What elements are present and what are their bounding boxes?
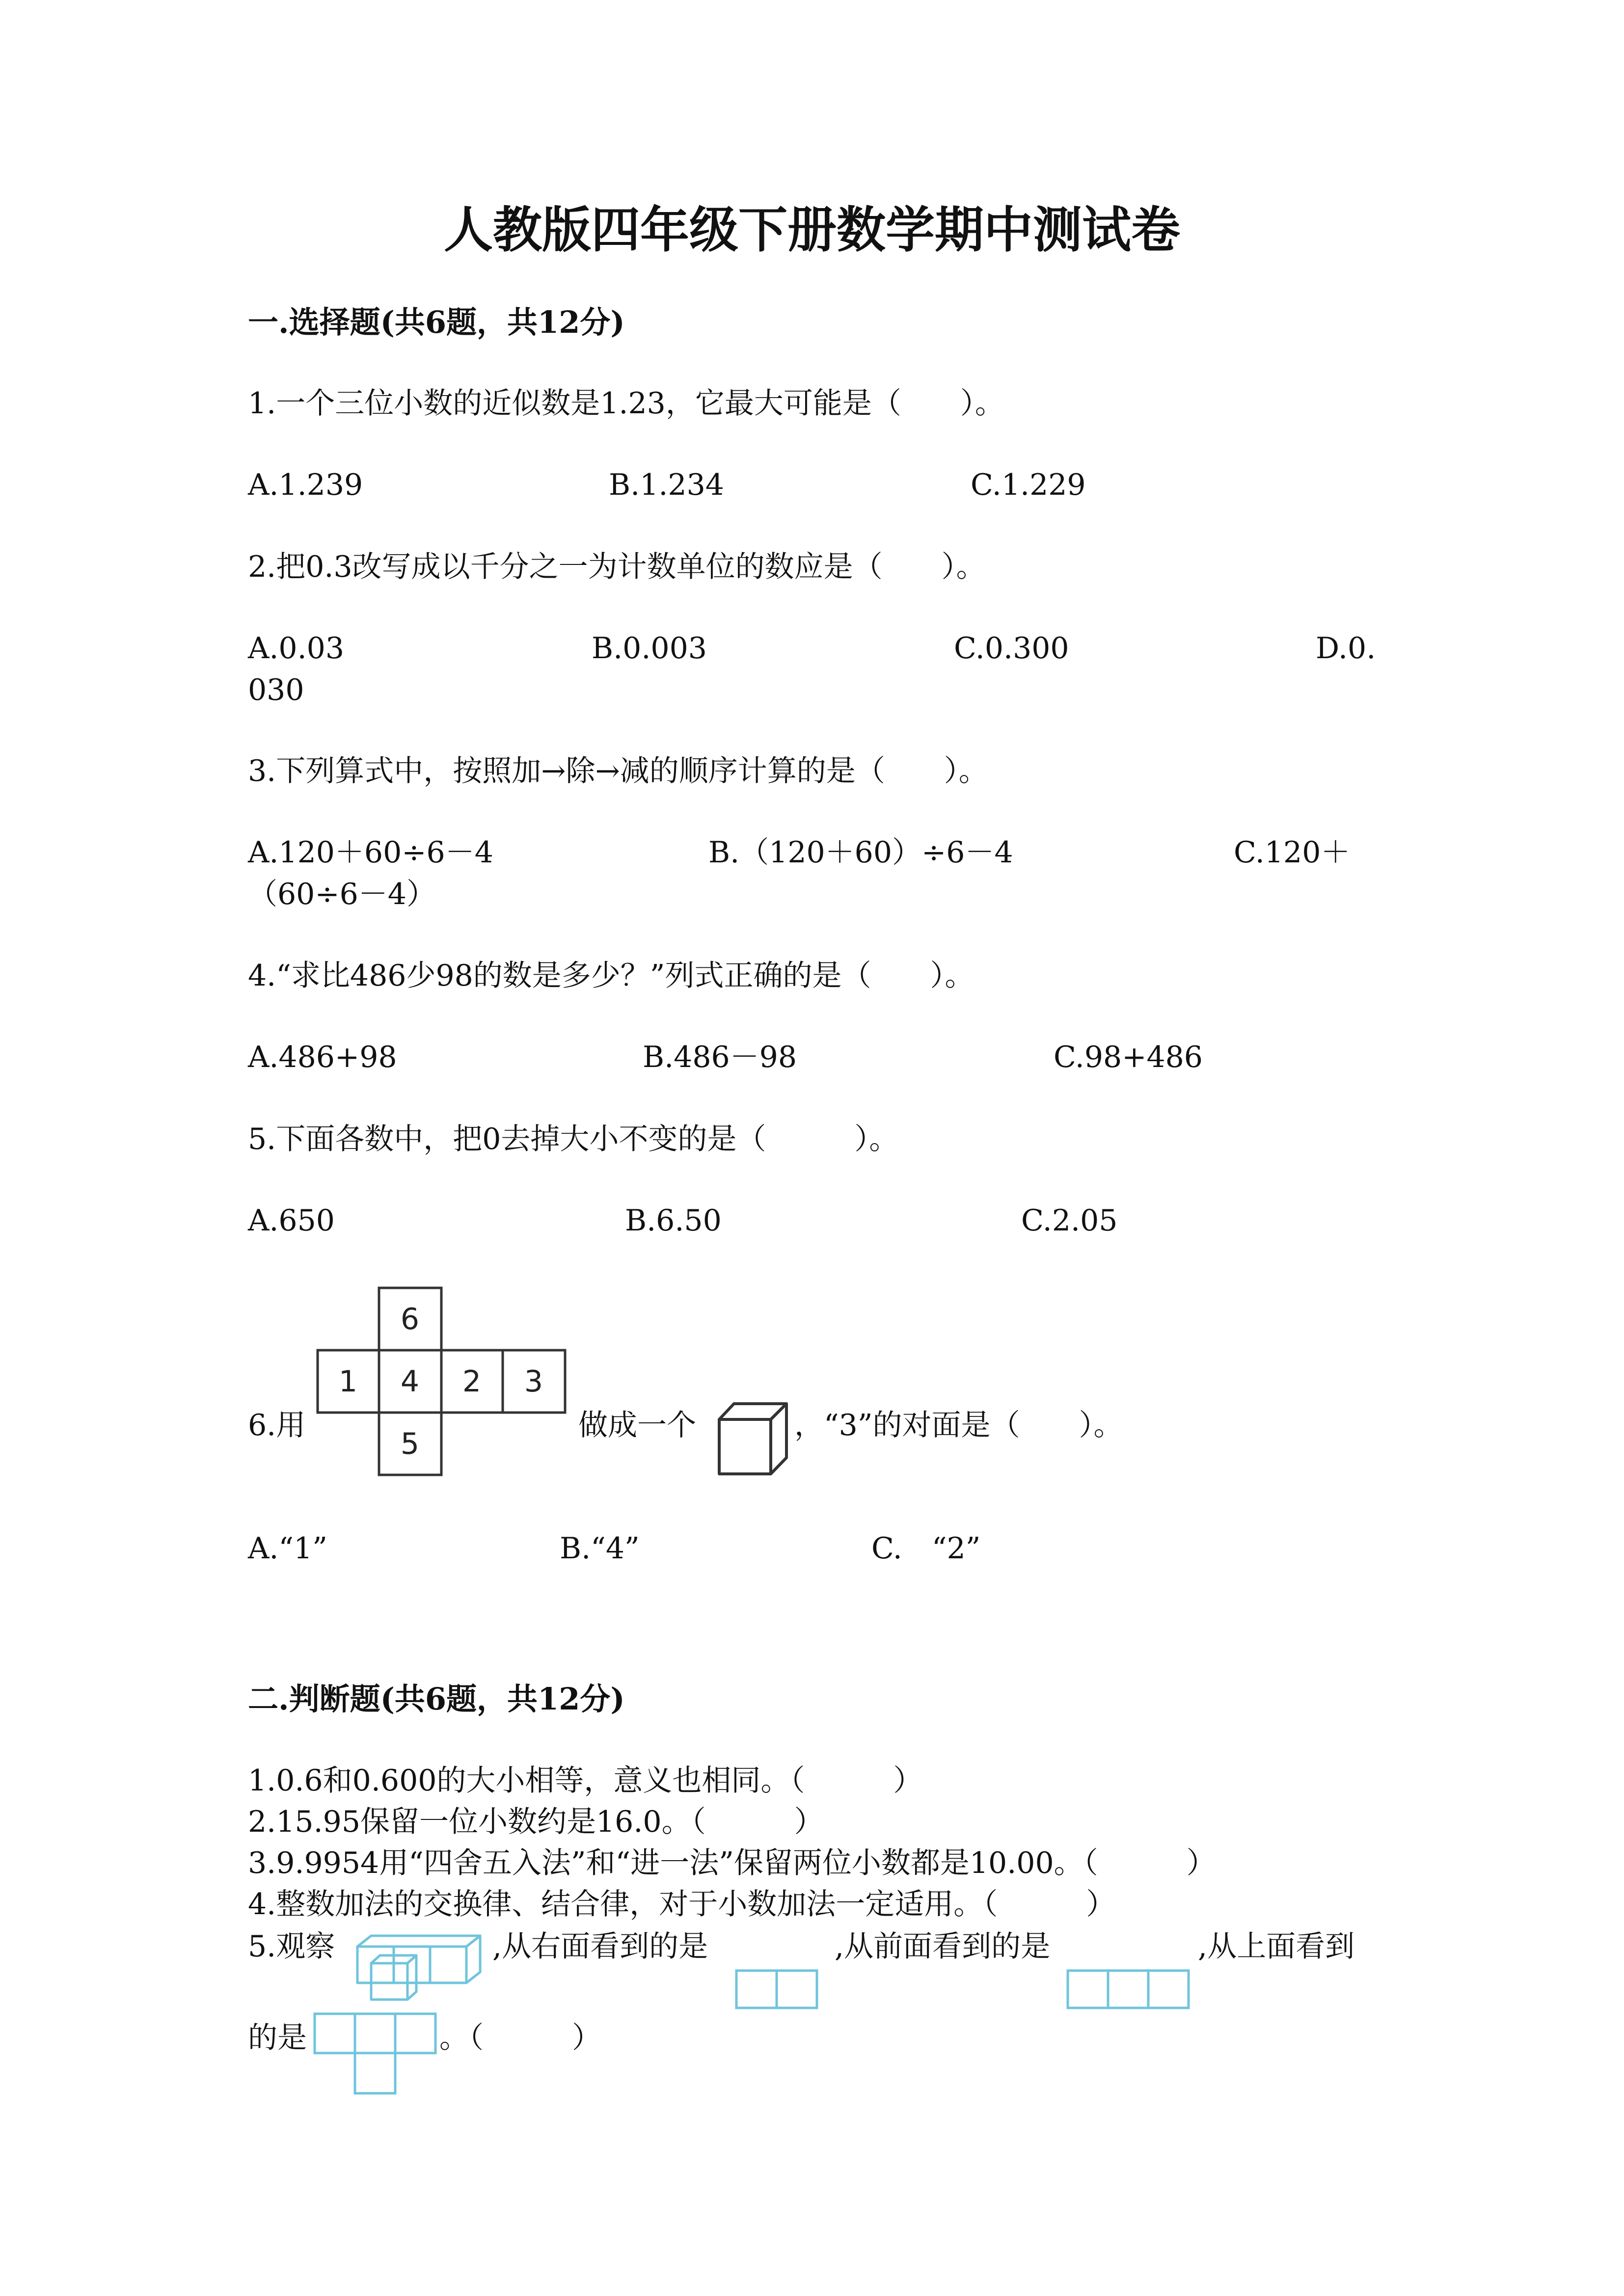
section1-heading: 一.选择题(共6题，共12分): [248, 304, 625, 340]
q4-option-a: A.486+98: [248, 1040, 397, 1074]
q2-stem: 2.把0.3改写成以千分之一为计数单位的数应是（ ）。: [248, 550, 986, 584]
cube-icon: [717, 1401, 790, 1477]
cube-net-figure: [317, 1286, 567, 1477]
q6-stem-part2: 做成一个: [578, 1408, 696, 1442]
q3-option-a: A.120＋60÷6－4: [248, 835, 493, 870]
q2-option-d-wrap: 030: [248, 673, 304, 707]
judge-item-5-part2: ,从右面看到的是: [492, 1929, 708, 1964]
q5-stem: 5.下面各数中，把0去掉大小不变的是（ ）。: [248, 1122, 899, 1156]
judge-item-4: 4.整数加法的交换律、结合律，对于小数加法一定适用。（ ）: [248, 1887, 1116, 1922]
q4-option-c: C.98+486: [1054, 1040, 1203, 1074]
net-label-4: 4: [400, 1364, 420, 1399]
q3-stem: 3.下列算式中，按照加→除→减的顺序计算的是（ ）。: [248, 754, 988, 788]
top-view-figure: [313, 2012, 437, 2096]
judge-item-1: 1.0.6和0.600的大小相等，意义也相同。（ ）: [248, 1763, 923, 1798]
net-label-5: 5: [400, 1427, 420, 1461]
q2-option-a: A.0.03: [248, 631, 344, 666]
q3-option-c: C.120＋: [1234, 835, 1351, 870]
q3-option-c-wrap: （60÷6－4）: [248, 877, 436, 911]
net-label-1: 1: [338, 1364, 358, 1399]
net-label-6: 6: [400, 1302, 420, 1336]
right-view-figure: [735, 1969, 818, 2009]
section2-heading: 二.判断题(共6题，共12分): [248, 1681, 625, 1717]
q5-option-b: B.6.50: [625, 1203, 722, 1238]
q2-option-d: D.0.: [1316, 631, 1376, 666]
judge-item-5-part1: 5.观察: [248, 1929, 335, 1964]
judge-item-5-line2-prefix: 的是: [248, 2021, 307, 2055]
q6-stem-part3: ，“3”的对面是（ ）。: [794, 1408, 1123, 1442]
q1-option-b: B.1.234: [609, 468, 724, 502]
judge-item-5-part3: ,从前面看到的是: [835, 1929, 1051, 1964]
q4-stem: 4.“求比486少98的数是多少？”列式正确的是（ ）。: [248, 959, 974, 993]
q1-option-c: C.1.229: [971, 468, 1086, 502]
front-view-figure: [1066, 1969, 1190, 2009]
q6-option-b: B.“4”: [560, 1531, 640, 1566]
judge-item-2: 2.15.95保留一位小数约是16.0。（ ）: [248, 1805, 824, 1839]
q2-option-b: B.0.003: [592, 631, 707, 666]
judge-item-5-part4: ,从上面看到: [1198, 1929, 1355, 1964]
q5-option-c: C.2.05: [1021, 1203, 1118, 1238]
page-title: 人教版四年级下册数学期中测试卷: [444, 201, 1180, 259]
cube-stack-figure: [344, 1934, 486, 2002]
judge-item-5-line2-suffix: 。（ ）: [439, 2021, 601, 2055]
q3-option-b: B.（120＋60）÷6－4: [708, 835, 1013, 870]
q1-stem: 1.一个三位小数的近似数是1.23，它最大可能是（ ）。: [248, 386, 1004, 421]
net-label-2: 2: [462, 1364, 482, 1399]
q6-option-c: C. “2”: [871, 1531, 981, 1566]
q4-option-b: B.486－98: [643, 1040, 797, 1074]
q6-stem-part1: 6.用: [248, 1408, 306, 1442]
judge-item-3: 3.9.9954用“四舍五入法”和“进一法”保留两位小数都是10.00。（ ）: [248, 1846, 1216, 1880]
q5-option-a: A.650: [248, 1203, 335, 1238]
q2-option-c: C.0.300: [954, 631, 1069, 666]
net-label-3: 3: [524, 1364, 543, 1399]
q1-option-a: A.1.239: [248, 468, 363, 502]
q6-option-a: A.“1”: [248, 1531, 327, 1566]
